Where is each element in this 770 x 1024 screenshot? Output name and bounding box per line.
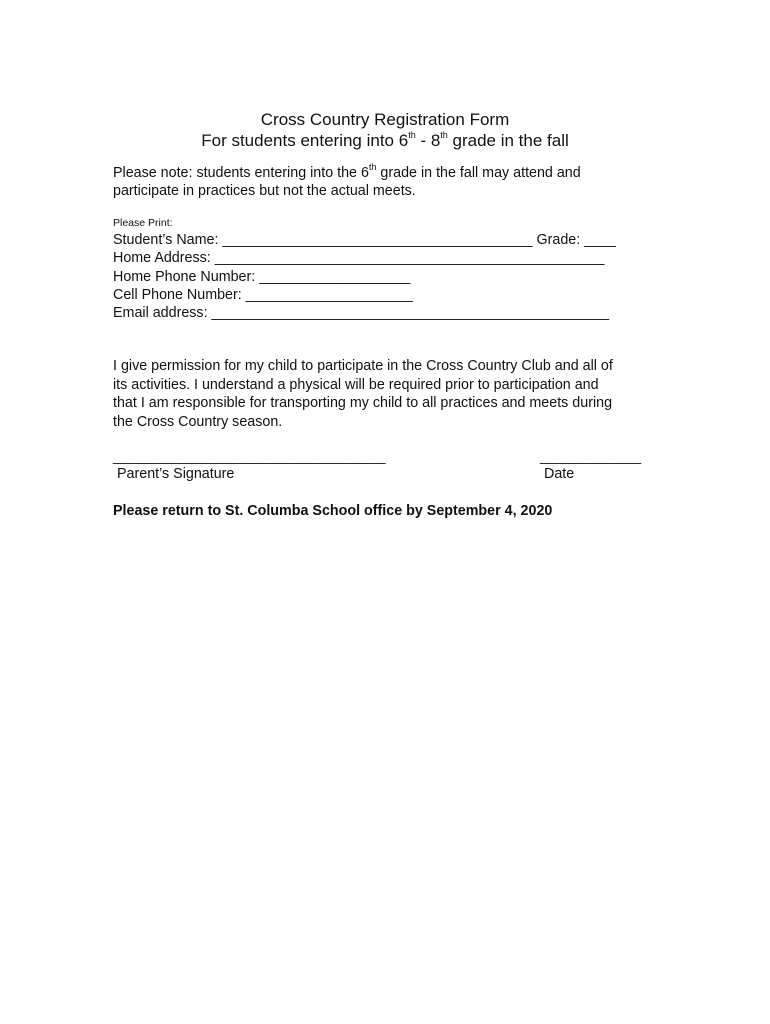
home-phone-row bbox=[113, 268, 673, 286]
note-line-2: participate in practices but not the actual meets. bbox=[113, 183, 416, 199]
home-phone-label: Home Phone Number: bbox=[113, 268, 260, 285]
cell-phone-field[interactable]: _____________________ bbox=[245, 286, 413, 303]
subtitle-suffix: grade in the fall bbox=[447, 131, 569, 150]
note-suffix: grade in the fall may attend and bbox=[376, 165, 581, 181]
home-address-row bbox=[113, 249, 673, 267]
date-field[interactable]: _____________ bbox=[540, 448, 642, 464]
eligibility-note bbox=[113, 164, 633, 200]
student-info-fields bbox=[113, 231, 673, 322]
subtitle-mid: - 8 bbox=[415, 131, 441, 150]
note-superscript: th bbox=[368, 162, 377, 173]
parent-signature-label: Parent’s Signature bbox=[117, 466, 235, 482]
subtitle-superscript-1: th bbox=[408, 130, 416, 141]
home-phone-field[interactable]: ___________________ bbox=[259, 268, 411, 285]
note-prefix: Please note: students entering into the 6 bbox=[113, 165, 369, 181]
student-name-field[interactable]: _______________________________________ bbox=[222, 232, 533, 248]
home-address-label: Home Address: bbox=[113, 250, 215, 267]
cell-phone-row bbox=[113, 286, 673, 304]
permission-line-3: that I am responsible for transporting my child to all practices and meets during bbox=[113, 395, 613, 411]
email-field[interactable]: __________________________________________________ bbox=[211, 305, 610, 322]
permission-line-2: its activities. I understand a physical will be required prior to participation and bbox=[113, 376, 599, 393]
note-line-1 bbox=[113, 164, 633, 182]
home-address-field[interactable]: _________________________________________________ bbox=[214, 250, 605, 267]
grade-field[interactable]: ____ bbox=[584, 232, 616, 248]
form-subtitle bbox=[0, 131, 770, 151]
permission-statement bbox=[113, 357, 653, 431]
parent-signature-field[interactable]: ___________________________________ bbox=[113, 448, 386, 464]
form-title-text: Cross Country Registration Form bbox=[260, 110, 510, 129]
grade-label: Grade: bbox=[532, 232, 585, 248]
cell-phone-label: Cell Phone Number: bbox=[113, 286, 246, 303]
return-instructions: Please return to St. Columba School office by September 4, 2020 bbox=[113, 503, 553, 519]
date-label: Date bbox=[544, 466, 575, 482]
email-label: Email address: bbox=[113, 305, 212, 322]
student-name-row bbox=[113, 231, 673, 249]
subtitle-prefix: For students entering into 6 bbox=[201, 131, 409, 150]
permission-line-4: the Cross Country season. bbox=[113, 413, 283, 430]
subtitle-superscript-2: th bbox=[440, 130, 448, 141]
form-title bbox=[0, 110, 770, 130]
please-print-label: Please Print: bbox=[113, 217, 173, 229]
permission-line-1: I give permission for my child to participate in the Cross Country Club and all of bbox=[113, 358, 613, 374]
email-row bbox=[113, 304, 673, 322]
student-name-label: Student’s Name: bbox=[113, 232, 223, 248]
